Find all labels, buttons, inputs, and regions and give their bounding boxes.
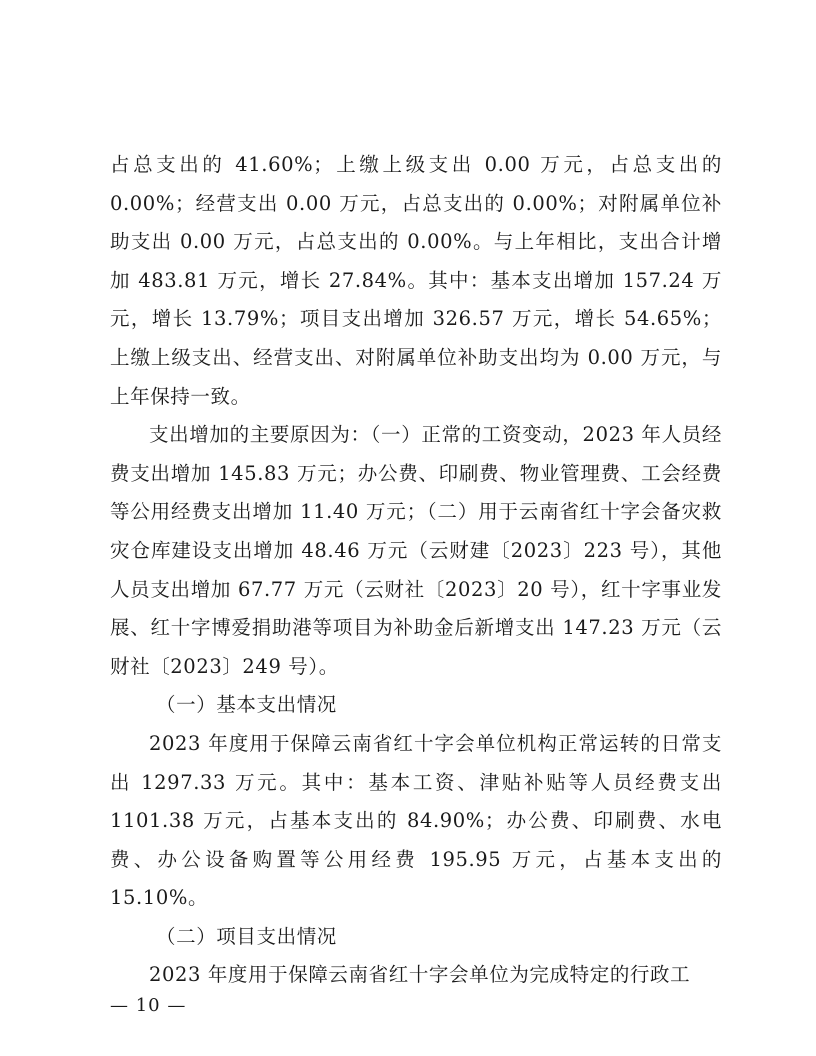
document-body [110,146,722,995]
paragraph-basic-expenditure: 2023 年度用于保障云南省红十字会单位机构正常运转的日常支出 1297.33 万元。其中：基本工资、津贴补贴等人员经费支出 1101.38 万元，占基本支出的 84.90%；办公费、印刷费、水电费、办公设备购置等公用经费 195.95 万元，占基本支出的 15.10%。 [110,731,722,910]
paragraph-expense-summary: 占总支出的 41.60%；上缴上级支出 0.00 万元，占总支出的 0.00%；经营支出 0.00 万元，占总支出的 0.00%；对附属单位补助支出 0.00 万元，占总支出的 0.00%。与上年相比，支出合计增加 483.81 万元，增长 27.84%。其中：基本支出增加 157.24 万元，增长 13.79%；项目支出增加 326.57 万元，增长 54.65%；上缴上级支出、经营支出、对附属单位补助支出均为 0.00 万元，与上年保持一致。 [110,153,722,408]
paragraph-project-expenditure: 2023 年度用于保障云南省红十字会单位为完成特定的行政工 [149,963,691,987]
page-number: — 10 — [110,995,187,1016]
paragraph-expense-increase-reasons: 支出增加的主要原因为：（一）正常的工资变动，2023 年人员经费支出增加 145.83 万元；办公费、印刷费、物业管理费、工会经费等公用经费支出增加 11.40 万元；（二）用于云南省红十字会备灾救灾仓库建设支出增加 48.46 万元（云财建〔2023〕223 号），其他人员支出增加 67.77 万元（云财社〔2023〕20 号），红十字事业发展、红十字博爱捐助港等项目为补助金后新增支出 147.23 万元（云财社〔2023〕249 号）。 [110,423,722,678]
heading-basic-expenditure: （一）基本支出情况 [156,693,337,717]
heading-project-expenditure: （二）项目支出情况 [156,924,337,948]
